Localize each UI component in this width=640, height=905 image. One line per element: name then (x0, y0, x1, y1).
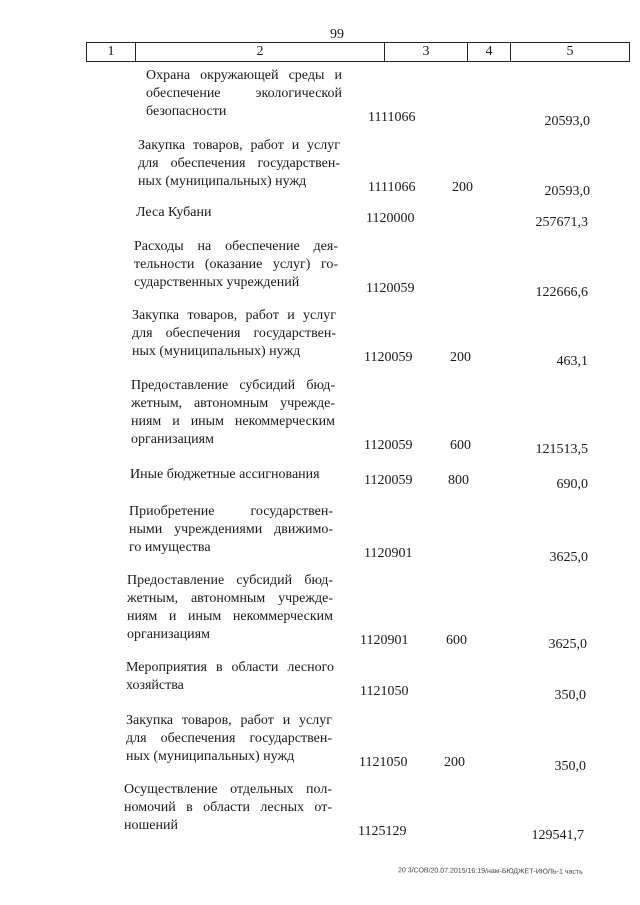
row-code: 1111066 (368, 110, 416, 125)
description-line: Леса Кубани (136, 205, 212, 220)
header-col-5: 5 (511, 43, 630, 62)
row-expense-type: 200 (444, 755, 465, 770)
column-header-row (86, 42, 630, 62)
row-code: 1120059 (364, 438, 413, 453)
header-col-1: 1 (87, 43, 136, 62)
row-amount: 129541,7 (531, 828, 584, 843)
description-line: организациям (127, 627, 210, 642)
description-line: Предоставление субсидий бюд- (127, 573, 333, 588)
description-line: тельности (оказание услуг) го- (134, 257, 338, 272)
description-line: Иные бюджетные ассигнования (130, 467, 320, 482)
row-code: 1120000 (366, 211, 415, 226)
row-code: 1111066 (368, 180, 416, 195)
row-description (138, 137, 340, 191)
row-amount: 463,1 (556, 354, 588, 369)
row-amount: 350,0 (554, 759, 586, 774)
description-line: организациям (131, 432, 214, 447)
description-line: Предоставление субсидий бюд- (131, 378, 335, 393)
row-expense-type: 600 (446, 633, 467, 648)
row-code: 1120901 (360, 633, 409, 648)
row-description (146, 67, 342, 121)
description-line: ных (муниципальных) нужд (138, 174, 307, 189)
row-amount: 20593,0 (544, 114, 590, 129)
row-description (124, 781, 332, 835)
row-description (131, 377, 335, 449)
row-description (126, 659, 334, 695)
row-code: 1125129 (358, 824, 407, 839)
row-amount: 257671,3 (535, 215, 588, 230)
row-code: 1120059 (364, 350, 413, 365)
row-amount: 3625,0 (549, 550, 588, 565)
row-expense-type: 800 (448, 473, 469, 488)
description-line: для обеспечения государствен- (132, 326, 336, 341)
header-col-3: 3 (385, 43, 468, 62)
row-amount: 350,0 (554, 688, 586, 703)
description-line: для обеспечения государствен- (126, 731, 332, 746)
row-amount: 121513,5 (535, 442, 588, 457)
row-description (130, 466, 338, 484)
row-description (129, 503, 333, 557)
description-line: Закупка товаров, работ и услуг (138, 138, 340, 153)
description-line: безопасности (146, 104, 227, 119)
description-line: Охрана окружающей среды и (146, 68, 342, 83)
description-line: номочий в области лесных от- (124, 800, 332, 815)
row-description (127, 572, 333, 644)
description-line: ных (муниципальных) нужд (132, 344, 301, 359)
row-expense-type: 200 (450, 350, 471, 365)
row-amount: 690,0 (556, 477, 588, 492)
row-description (136, 204, 336, 222)
row-amount: 3625,0 (548, 637, 587, 652)
description-line: ными учреждениями движимо- (129, 522, 333, 537)
description-line: Приобретение государствен- (129, 504, 333, 519)
row-description (126, 712, 332, 766)
row-code: 1120901 (364, 546, 413, 561)
row-amount: 122666,6 (535, 285, 588, 300)
description-line: ношений (124, 818, 178, 833)
page-number: 99 (330, 27, 344, 42)
description-line: жетным, автономным учрежде- (127, 591, 333, 606)
description-line: ниям и иным некоммерческим (131, 414, 335, 429)
header-col-2: 2 (136, 43, 385, 62)
description-line: хозяйства (126, 678, 184, 693)
header-col-4: 4 (468, 43, 511, 62)
row-code: 1121050 (360, 684, 409, 699)
row-code: 1120059 (364, 473, 413, 488)
description-line: Мероприятия в области лесного (126, 660, 334, 675)
description-line: го имущества (129, 540, 211, 555)
description-line: Осуществление отдельных пол- (124, 782, 332, 797)
row-description (132, 307, 336, 361)
description-line: Закупка товаров, работ и услуг (126, 713, 332, 728)
description-line: жетным, автономным учрежде- (131, 396, 335, 411)
row-expense-type: 600 (450, 438, 471, 453)
description-line: Закупка товаров, работ и услуг (132, 308, 336, 323)
description-line: обеспечение экологической (146, 86, 342, 101)
row-amount: 20593,0 (544, 184, 590, 199)
row-description (134, 238, 338, 292)
description-line: сударственных учреждений (134, 275, 300, 290)
footer-stamp: 20 3/СОВ/20.07.2015/16:19/нам-БЮДЖЕТ-ИЮЛЬ-1 часть (397, 867, 583, 876)
row-expense-type: 200 (452, 180, 473, 195)
row-code: 1120059 (366, 281, 415, 296)
description-line: Расходы на обеспечение дея- (134, 239, 338, 254)
row-code: 1121050 (359, 755, 408, 770)
description-line: ниям и иным некоммерческим (127, 609, 333, 624)
description-line: ных (муниципальных) нужд (126, 749, 295, 764)
description-line: для обеспечения государствен- (138, 156, 340, 171)
